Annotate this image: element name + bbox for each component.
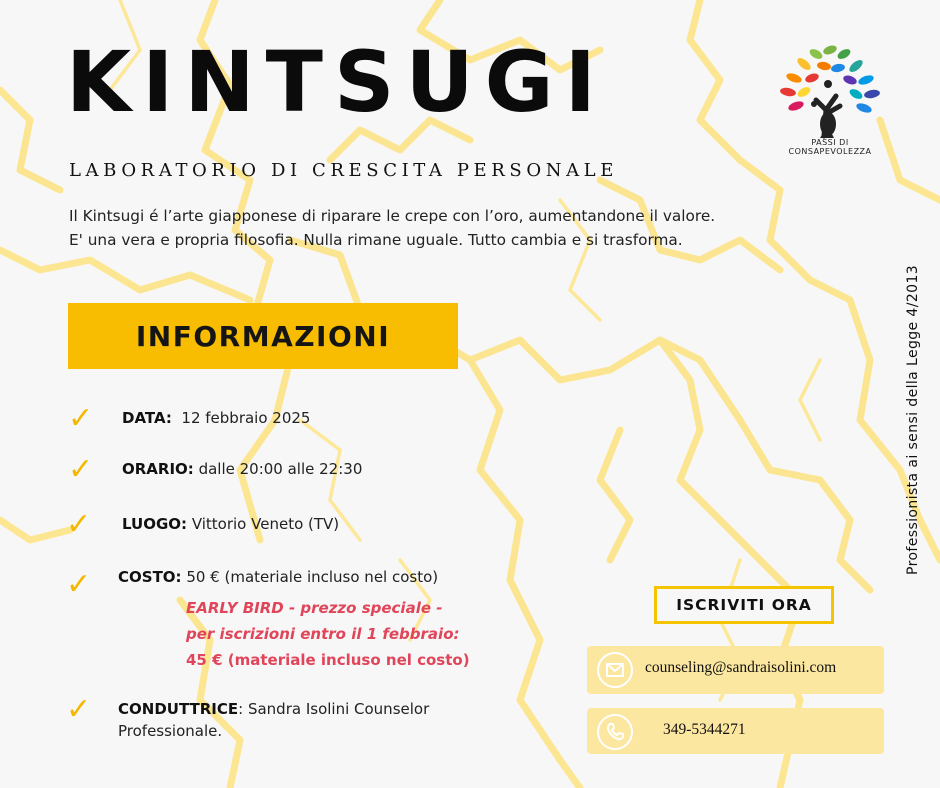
info-row-date bbox=[122, 409, 310, 427]
info-row-place bbox=[122, 515, 339, 533]
email-text: counseling@sandraisolini.com bbox=[645, 659, 837, 676]
early-bird-line-1: EARLY BIRD - prezzo speciale - bbox=[186, 599, 443, 617]
register-now-button[interactable]: ISCRIVITI ORA bbox=[654, 586, 834, 624]
info-heading: INFORMAZIONI bbox=[135, 320, 391, 353]
host-value: : Sandra Isolini Counselor bbox=[238, 700, 430, 718]
legal-side-note: Professionista ai sensi della Legge 4/2013 bbox=[905, 264, 921, 575]
phone-contact[interactable] bbox=[587, 708, 884, 754]
date-label: DATA: bbox=[122, 409, 172, 427]
time-value: dalle 20:00 alle 22:30 bbox=[198, 460, 363, 478]
info-heading-box bbox=[68, 303, 458, 369]
place-value: Vittorio Veneto (TV) bbox=[191, 515, 340, 533]
logo-text: PASSI DI CONSAPEVOLEZZA bbox=[788, 138, 872, 156]
intro-text bbox=[69, 204, 839, 252]
checkmark-icon: ✓ bbox=[68, 401, 94, 436]
date-value: 12 febbraio 2025 bbox=[181, 409, 311, 427]
time-label: ORARIO: bbox=[122, 460, 194, 478]
cost-label: COSTO: bbox=[118, 568, 182, 586]
intro-line-2: E' una vera e propria filosofia. Nulla rimane uguale. Tutto cambia e si trasforma. bbox=[69, 231, 683, 249]
host-value-2: Professionale. bbox=[118, 722, 223, 740]
page-title: KINTSUGI bbox=[66, 33, 607, 131]
phone-icon bbox=[597, 714, 633, 750]
cost-value: 50 € (materiale incluso nel costo) bbox=[186, 568, 439, 586]
host-label: CONDUTTRICE bbox=[118, 700, 239, 718]
phone-text: 349-5344271 bbox=[663, 721, 746, 738]
checkmark-icon: ✓ bbox=[66, 567, 92, 602]
envelope-icon bbox=[597, 652, 633, 688]
checkmark-icon: ✓ bbox=[68, 452, 94, 487]
early-bird-price: 45 € (materiale incluso nel costo) bbox=[186, 651, 470, 669]
checkmark-icon: ✓ bbox=[66, 692, 92, 727]
place-label: LUOGO: bbox=[122, 515, 188, 533]
page-subtitle: LABORATORIO DI CRESCITA PERSONALE bbox=[69, 160, 618, 181]
early-bird-promo bbox=[186, 595, 470, 673]
info-row-host bbox=[118, 698, 429, 742]
checkmark-icon: ✓ bbox=[66, 507, 92, 542]
info-row-cost bbox=[118, 568, 438, 586]
info-row-time bbox=[122, 460, 362, 478]
early-bird-line-2: per iscrizioni entro il 1 febbraio: bbox=[186, 625, 460, 643]
intro-line-1: Il Kintsugi é l’arte giapponese di riparare le crepe con l’oro, aumentandone il valore. bbox=[69, 207, 716, 225]
email-contact[interactable] bbox=[587, 646, 884, 694]
